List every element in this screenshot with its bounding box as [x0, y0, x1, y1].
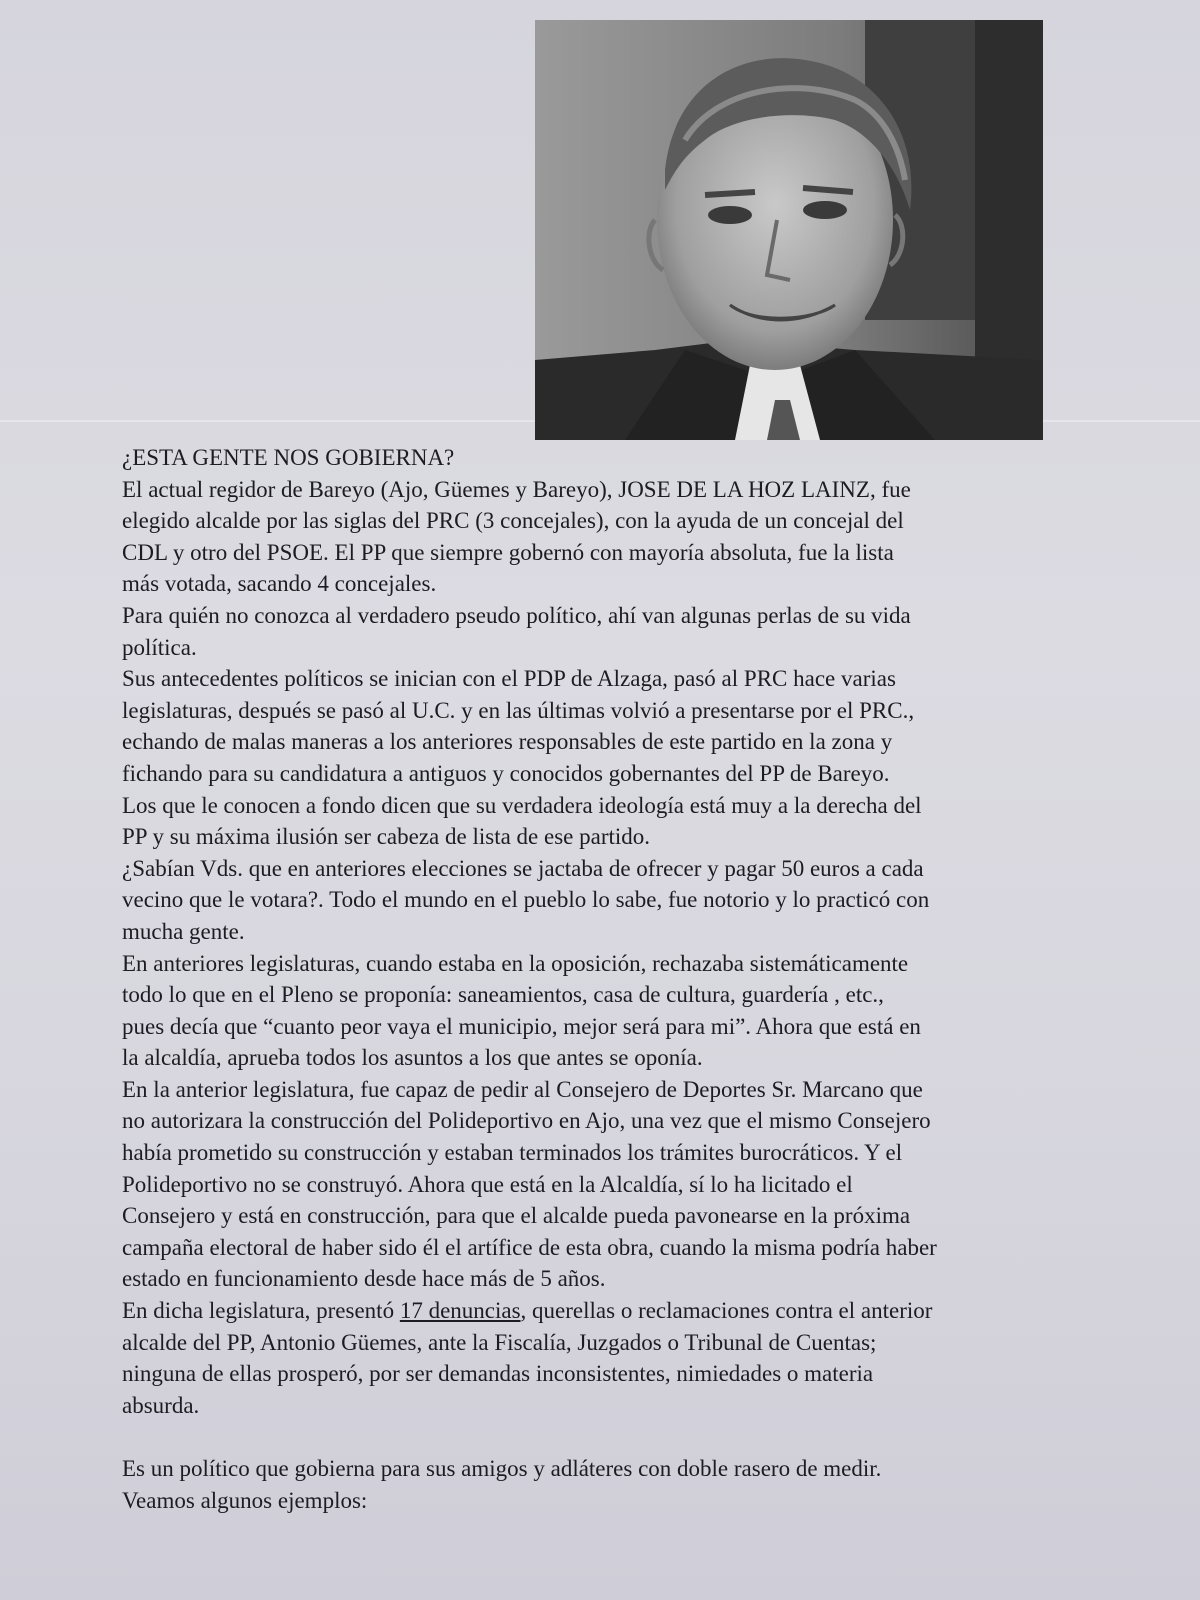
text-line: mucha gente. — [122, 918, 245, 944]
article-body — [122, 442, 1112, 1517]
text-line: CDL y otro del PSOE. El PP que siempre gobernó con mayoría absoluta, fue la lista — [122, 539, 894, 565]
text-line: fichando para su candidatura a antiguos y conocidos gobernantes del PP de Bareyo. — [122, 760, 890, 786]
text-line: elegido alcalde por las siglas del PRC (3 concejales), con la ayuda de un concejal del — [122, 508, 904, 534]
text-line-denuncias — [122, 1295, 1112, 1327]
text-line: la alcaldía, aprueba todos los asuntos a los que antes se oponía. — [122, 1045, 703, 1071]
portrait-image — [535, 20, 1043, 440]
text-line: pues decía que “cuanto peor vaya el municipio, mejor será para mi”. Ahora que está en — [122, 1013, 921, 1039]
paragraph-gap — [122, 1421, 1112, 1453]
text-line: En la anterior legislatura, fue capaz de pedir al Consejero de Deportes Sr. Marcano que — [122, 1076, 923, 1102]
closing-line: Es un político que gobierna para sus amigos y adláteres con doble rasero de medir. — [122, 1456, 882, 1482]
text-line: ninguna de ellas prosperó, por ser demandas inconsistentes, nimiedades o materia — [122, 1361, 874, 1387]
text-line: En anteriores legislaturas, cuando estaba en la oposición, rechazaba sistemáticamente — [122, 950, 909, 976]
denuncias-before: En dicha legislatura, presentó — [122, 1298, 400, 1324]
text-line: PP y su máxima ilusión ser cabeza de lista de ese partido. — [122, 824, 651, 850]
text-line: ¿Sabían Vds. que en anteriores elecciones se jactaba de ofrecer y pagar 50 euros a cada — [122, 855, 924, 881]
closing-line: Veamos algunos ejemplos: — [122, 1488, 368, 1513]
text-line: Polideportivo no se construyó. Ahora que está en la Alcaldía, sí lo ha licitado el — [122, 1171, 853, 1197]
text-line: alcalde del PP, Antonio Güemes, ante la Fiscalía, Juzgados o Tribunal de Cuentas; — [122, 1329, 877, 1355]
text-line: vecino que le votara?. Todo el mundo en el pueblo lo sabe, fue notorio y lo practicó con — [122, 887, 930, 913]
portrait-photo — [535, 20, 1043, 440]
text-line: echando de malas maneras a los anteriores responsables de este partido en la zona y — [122, 729, 893, 755]
text-line: Para quién no conozca al verdadero pseudo político, ahí van algunas perlas de su vida — [122, 602, 911, 628]
text-line: El actual regidor de Bareyo (Ajo, Güemes y Bareyo), JOSE DE LA HOZ LAINZ, fue — [122, 476, 911, 502]
denuncias-underlined: 17 denuncias — [399, 1298, 521, 1324]
text-line: estado en funcionamiento desde hace más de 5 años. — [122, 1266, 606, 1292]
text-line: no autorizara la construcción del Polideportivo en Ajo, una vez que el mismo Consejero — [122, 1108, 931, 1134]
text-line: campaña electoral de haber sido él el artífice de esta obra, cuando la misma podría haber — [122, 1234, 937, 1260]
denuncias-after: , querellas o reclamaciones contra el anterior — [520, 1298, 933, 1324]
text-line: había prometido su construcción y estaban terminados los trámites burocráticos. Y el — [122, 1140, 903, 1166]
text-line: más votada, sacando 4 concejales. — [122, 571, 437, 597]
text-line: Los que le conocen a fondo dicen que su verdadera ideología está muy a la derecha del — [122, 792, 922, 818]
text-line: legislaturas, después se pasó al U.C. y en las últimas volvió a presentarse por el PRC., — [122, 697, 915, 723]
article-heading: ¿ESTA GENTE NOS GOBIERNA? — [122, 445, 455, 470]
text-line: absurda. — [122, 1392, 200, 1418]
text-line: Consejero y está en construcción, para que el alcalde pueda pavonearse en la próxima — [122, 1203, 911, 1229]
text-line: Sus antecedentes políticos se inician con el PDP de Alzaga, pasó al PRC hace varias — [122, 666, 896, 692]
text-line: todo lo que en el Pleno se proponía: saneamientos, casa de cultura, guardería , etc., — [122, 982, 884, 1008]
text-line: política. — [122, 634, 197, 660]
